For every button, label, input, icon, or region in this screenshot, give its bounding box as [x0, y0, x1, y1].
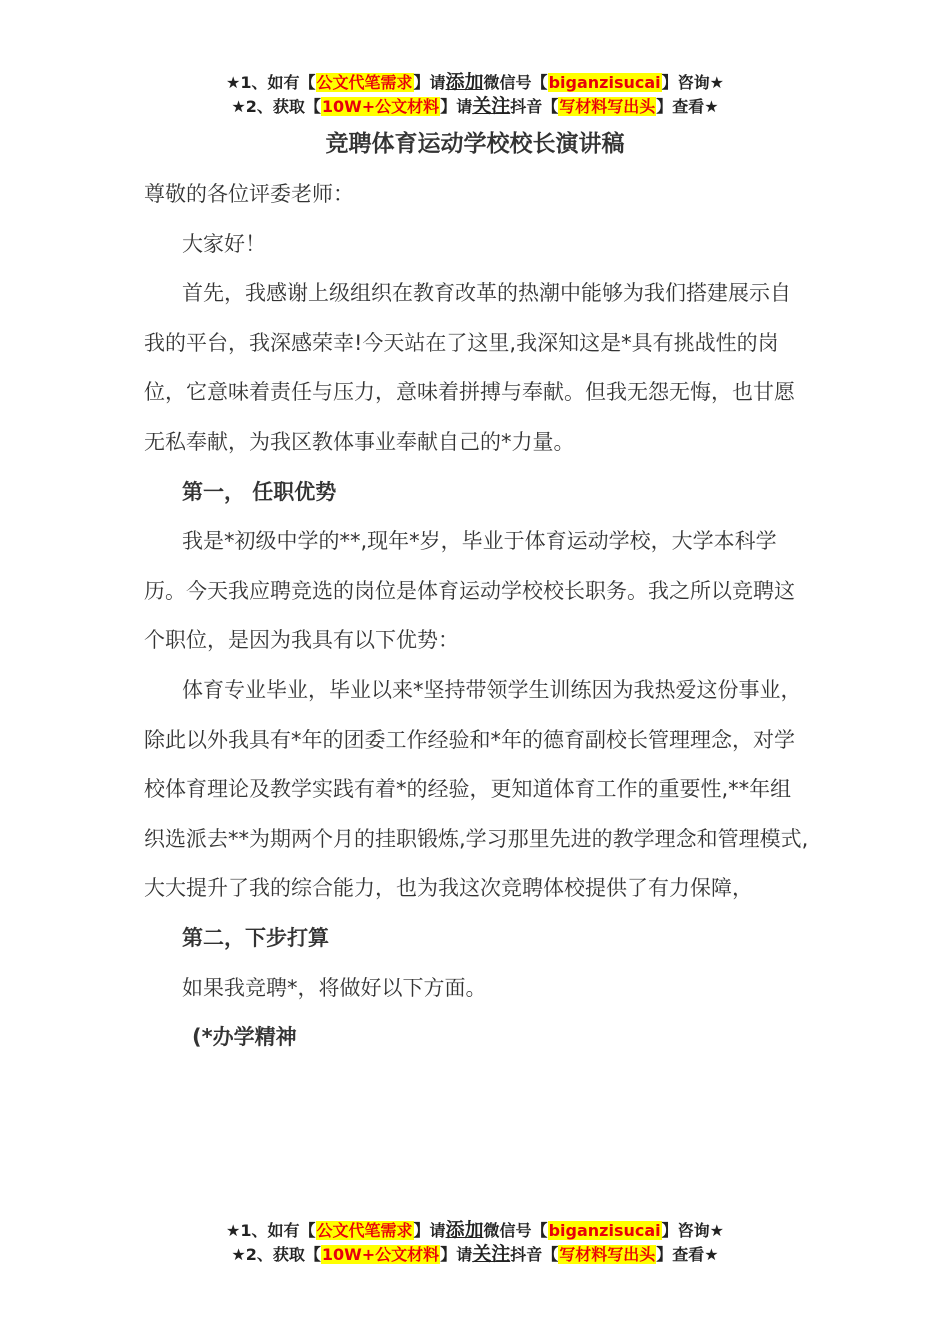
banner-text: 抖音【 [510, 1245, 559, 1264]
banner-highlight: 公文代笔需求 [316, 1221, 413, 1240]
header-banner [0, 70, 950, 118]
banner-highlight: 10W+公文材料 [321, 97, 440, 116]
section-heading-2: 第二，下步打算 [182, 925, 329, 950]
banner-text: 微信号【 [483, 73, 548, 92]
banner-highlight: 公文代笔需求 [316, 73, 413, 92]
salutation: 尊敬的各位评委老师： [144, 182, 354, 206]
document-body [144, 170, 809, 1063]
banner-highlight: 10W+公文材料 [321, 1245, 440, 1264]
banner-wechat-id: biganzisucai [548, 1221, 661, 1240]
subsection-heading: (*办学精神 [192, 1025, 297, 1050]
banner-line-2 [0, 1242, 950, 1266]
banner-text: 】咨询★ [661, 73, 724, 92]
document-title: 竞聘体育运动学校校长演讲稿 [325, 131, 625, 157]
banner-text: ★2、获取【 [231, 97, 321, 116]
section-heading-1: 第一， 任职优势 [182, 479, 337, 504]
footer-banner [0, 1218, 950, 1266]
paragraph-advantages: 体育专业毕业，毕业以来*坚持带领学生训练因为我热爱这份事业，除此以外我具有*年的团委工作经验和*年的德育副校长管理理念，对学校体育理论及教学实践有着*的经验，更知道体育工作的重要性,**年组织选派去**为期两个月的挂职锻炼,学习那里先进的教学理念和管理模式,大大提升了我的综合能力，也为我这次竞聘体校提供了有力保障， [144, 677, 809, 901]
banner-emphasis: 添加 [445, 71, 484, 93]
banner-line-1 [0, 1218, 950, 1242]
paragraph-background: 我是*初级中学的**,现年*岁，毕业于体育运动学校，大学本科学历。今天我应聘竞选的岗位是体育运动学校校长职务。我之所以竞聘这个职位，是因为我具有以下优势： [144, 529, 795, 653]
banner-line-1 [0, 70, 950, 94]
paragraph-intro: 首先，我感谢上级组织在教育改革的热潮中能够为我们搭建展示自我的平台，我深感荣幸!今天站在了这里,我深知这是*具有挑战性的岗位，它意味着责任与压力，意味着拼搏与奉献。但我无怨无悔，也甘愿无私奉献，为我区教体事业奉献自己的*力量。 [144, 281, 795, 454]
banner-text: 抖音【 [510, 97, 559, 116]
greeting: 大家好！ [182, 231, 266, 256]
banner-emphasis: 关注 [472, 1243, 511, 1265]
banner-emphasis: 添加 [445, 1219, 484, 1241]
banner-text: 】查看★ [656, 1245, 719, 1264]
banner-text: ★2、获取【 [231, 1245, 321, 1264]
banner-wechat-id: biganzisucai [548, 73, 661, 92]
banner-text: 】查看★ [656, 97, 719, 116]
banner-text: 】请 [413, 1221, 446, 1240]
banner-text: 】咨询★ [661, 1221, 724, 1240]
banner-text: 】请 [440, 97, 473, 116]
banner-text: ★1、如有【 [226, 73, 316, 92]
banner-text: ★1、如有【 [226, 1221, 316, 1240]
banner-text: 微信号【 [483, 1221, 548, 1240]
paragraph-plans: 如果我竞聘*，将做好以下方面。 [182, 975, 487, 1000]
banner-douyin-account: 写材料写出头 [559, 1245, 656, 1264]
banner-emphasis: 关注 [472, 95, 511, 117]
banner-text: 】请 [440, 1245, 473, 1264]
banner-douyin-account: 写材料写出头 [559, 97, 656, 116]
banner-text: 】请 [413, 73, 446, 92]
banner-line-2 [0, 94, 950, 118]
